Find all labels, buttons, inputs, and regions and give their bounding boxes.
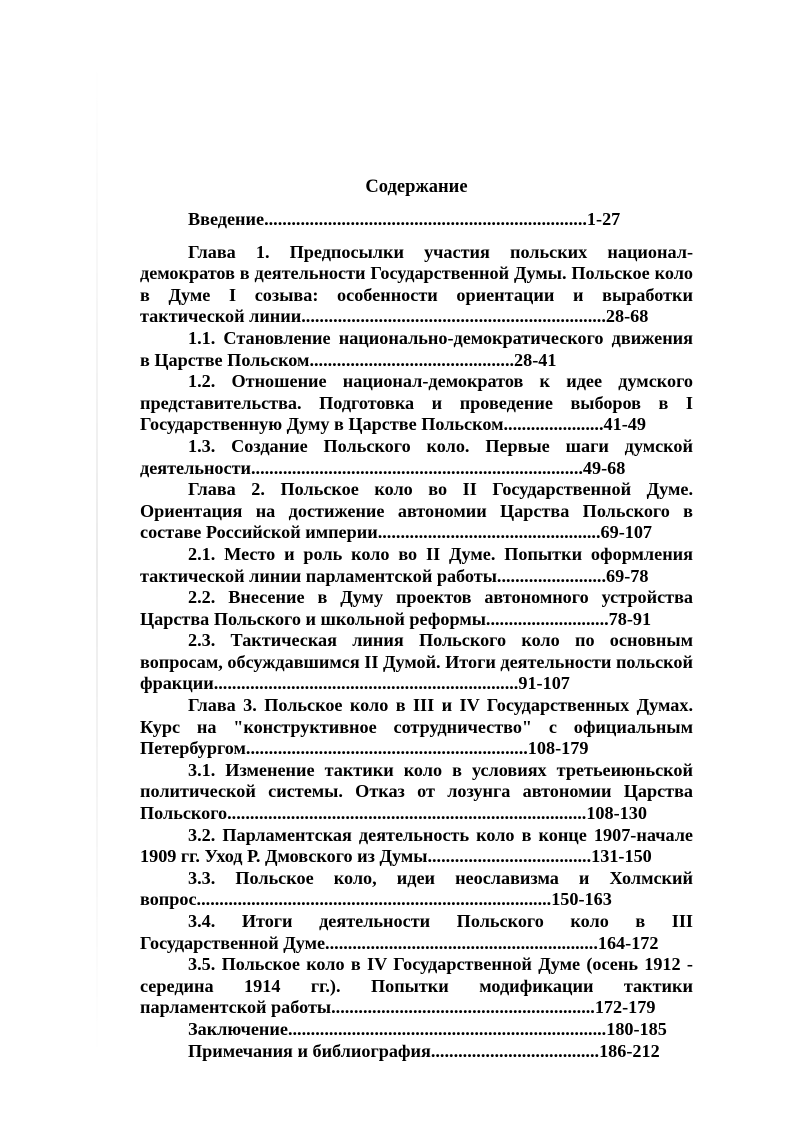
toc-entry-section-1-2: 1.2. Отношение национал-демократов к идее думского представительства. Подготовка и проведение выборов в I Государственную Думу в Царстве Польском......................41-49 <box>140 371 693 435</box>
toc-entry-section-2-1: 2.1. Место и роль коло во II Думе. Попытки оформления тактической линии парламентской работы........................69-78 <box>140 543 693 586</box>
toc-entry-section-3-2: 3.2. Парламентская деятельность коло в конце 1907-начале 1909 гг. Уход Р. Дмовского из Думы....................................131-150 <box>140 824 693 867</box>
toc-entry-section-1-1: 1.1. Становление национально-демократического движения в Царстве Польском.............................................28-41 <box>140 327 693 370</box>
scan-edge-shadow <box>96 60 98 1060</box>
toc-entry-section-2-3: 2.3. Тактическая линия Польского коло по основным вопросам, обсуждавшимся II Думой. Итоги деятельности польской фракции...................................................................91-107 <box>140 630 693 694</box>
toc-entry-conclusion: Заключение......................................................................180-185 <box>188 1018 667 1039</box>
toc-entry-notes-bibliography: Примечания и библиография.....................................186-212 <box>188 1040 660 1061</box>
toc-entry-section-3-4: 3.4. Итоги деятельности Польского коло в III Государственной Думе............................................................164-172 <box>140 911 693 953</box>
toc-entry-section-3-1: 3.1. Изменение тактики коло в условиях третьеиюньской политической системы. Отказ от лозунга автономии Царства Польского...............................................................................108-130 <box>140 759 693 824</box>
toc-entry-section-1-3: 1.3. Создание Польского коло. Первые шаги думской деятельности.........................................................................49-68 <box>140 435 693 478</box>
toc-entry-section-3-3: 3.3. Польское коло, идеи неославизма и Холмский вопрос..............................................................................150-163 <box>140 867 693 910</box>
toc-gap <box>140 231 693 242</box>
page-title: Содержание <box>365 177 468 197</box>
toc-entry-chapter-3: Глава 3. Польское коло в III и IV Государственных Думах. Курс на "конструктивное сотрудничество" с официальным Петербургом..............................................................108-179 <box>140 695 693 759</box>
toc-entry-introduction: Введение.......................................................................1-27 <box>188 209 621 229</box>
table-of-contents <box>140 209 693 1062</box>
toc-entry-chapter-1: Глава 1. Предпосылки участия польских национал-демократов в деятельности Государственной Думы. Польское коло в Думе I созыва: особенности ориентации и выработки тактической линии...................................................................28-68 <box>140 241 693 327</box>
toc-entry-section-3-5: 3.5. Польское коло в IV Государственной Думе (осень 1912 - середина 1914 гг.). Попытки модификации тактики парламентской работы..........................................................172-179 <box>140 954 693 1018</box>
toc-entry-section-2-2: 2.2. Внесение в Думу проектов автономного устройства Царства Польского и школьной реформы...........................78-91 <box>140 587 693 629</box>
toc-entry-chapter-2: Глава 2. Польское коло во II Государственной Думе. Ориентация на достижение автономии Царства Польского в составе Российской империи.................................................69-107 <box>140 479 693 543</box>
